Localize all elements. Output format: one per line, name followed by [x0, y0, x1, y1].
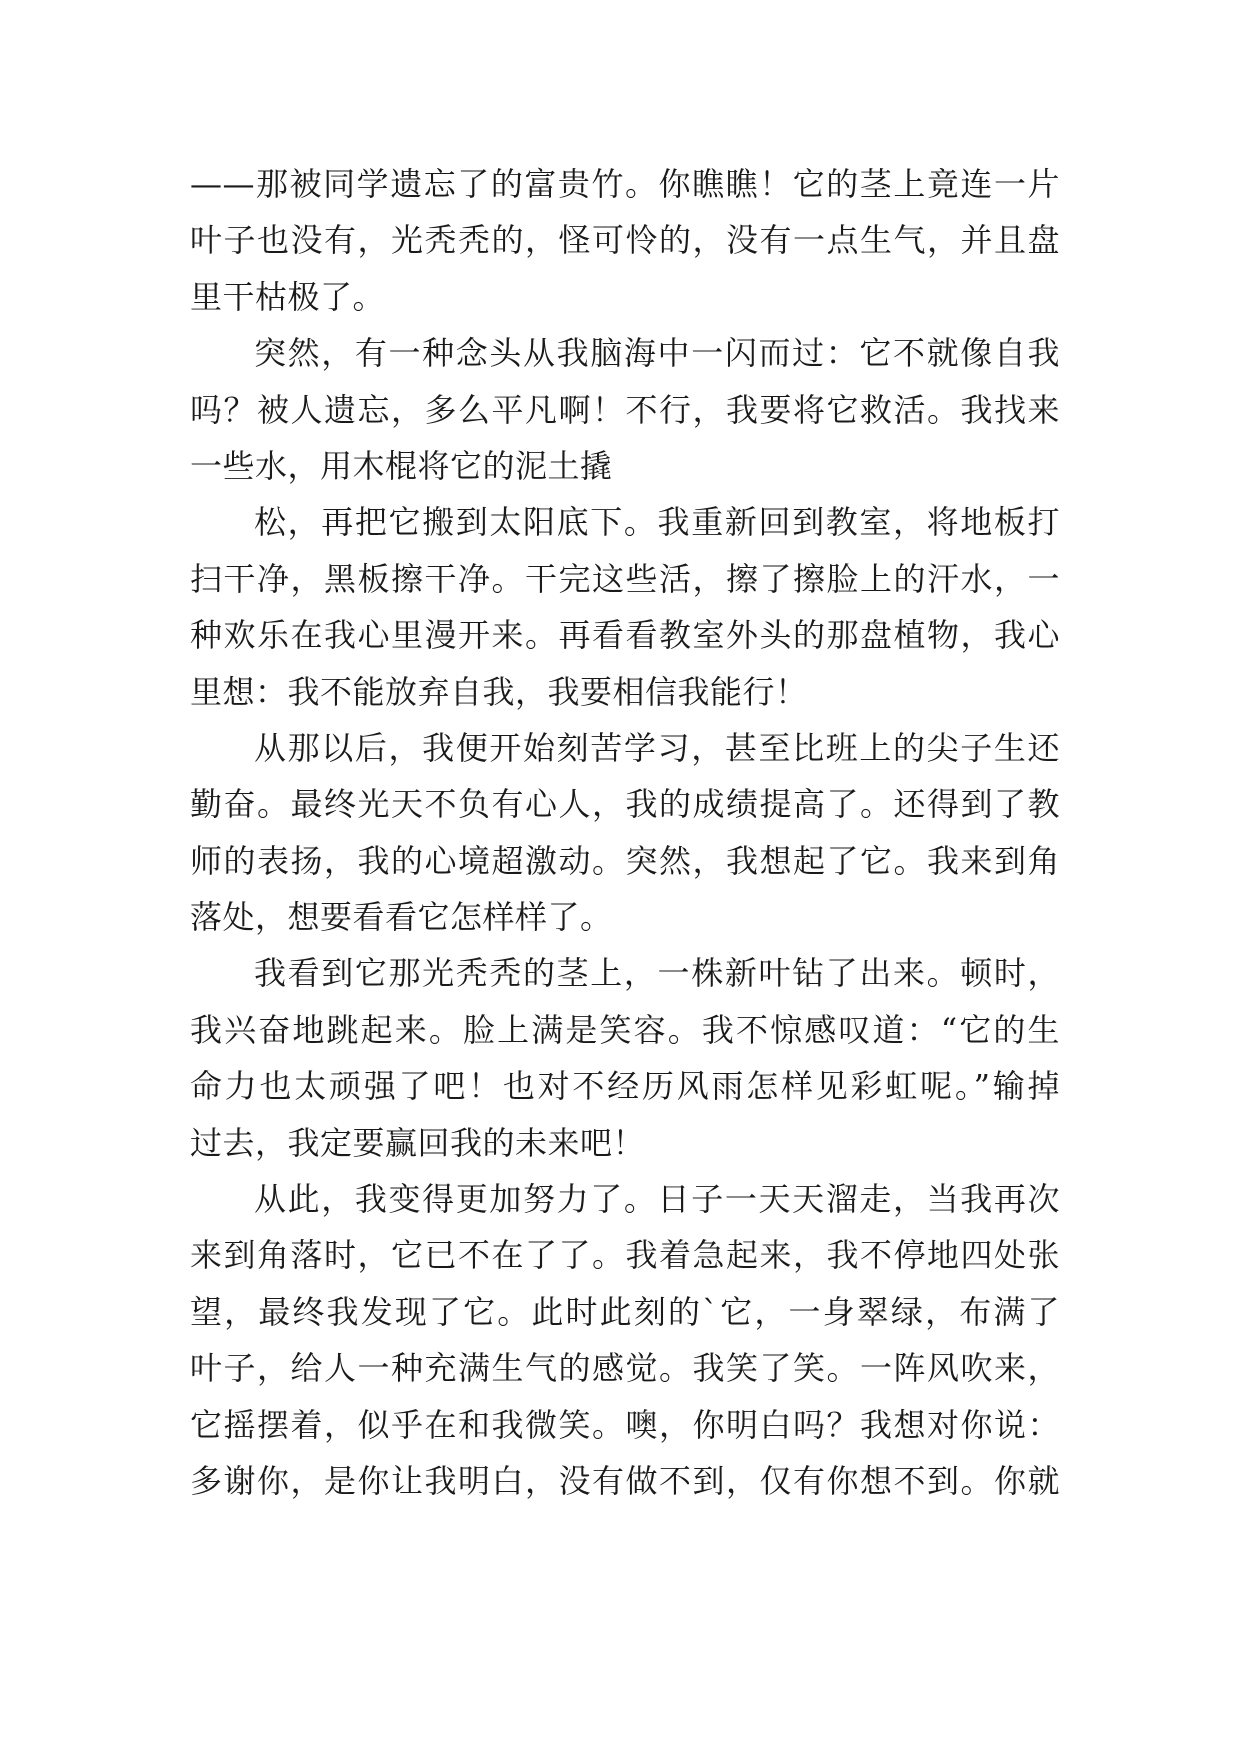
paragraph-first-line: 松，再把它搬到太阳底下。我重新回到教室，将地板打: [254, 503, 1060, 542]
text-line: 落处，想要看看它怎样样了。: [190, 898, 613, 937]
essay-body: [190, 156, 1060, 1509]
text-line: 叶子，给人一种充满生气的感觉。我笑了笑。一阵风吹来，: [190, 1349, 1060, 1388]
text-line: 勤奋。最终光天不负有心人，我的成绩提高了。还得到了教: [190, 785, 1060, 824]
text-line: 师的表扬，我的心境超激动。突然，我想起了它。我来到角: [190, 841, 1060, 880]
text-line: 扫干净，黑板擦干净。干完这些活，擦了擦脸上的汗水，一: [190, 559, 1060, 598]
text-line: 来到角落时，它已不在了了。我着急起来，我不停地四处张: [190, 1236, 1060, 1275]
text-line: 一些水，用木棍将它的泥土撬: [190, 446, 613, 485]
paragraph-first-line: 突然，有一种念头从我脑海中一闪而过：它不就像自我: [254, 334, 1060, 373]
text-line: 吗？被人遗忘，多么平凡啊！不行，我要将它救活。我找来: [190, 390, 1060, 429]
text-line: 叶子也没有，光秃秃的，怪可怜的，没有一点生气，并且盘: [190, 221, 1060, 260]
text-line: 它摇摆着，似乎在和我微笑。噢，你明白吗？我想对你说：: [190, 1405, 1060, 1444]
text-line: 过去，我定要赢回我的未来吧！: [190, 1123, 646, 1162]
text-line: 命力也太顽强了吧！也对不经历风雨怎样见彩虹呢。”输掉: [190, 1067, 1060, 1106]
paragraph-first-line: 从那以后，我便开始刻苦学习，甚至比班上的尖子生还: [254, 728, 1060, 767]
text-line: 种欢乐在我心里漫开来。再看看教室外头的那盘植物，我心: [190, 616, 1060, 655]
paragraph-first-line: 从此，我变得更加努力了。日子一天天溜走，当我再次: [254, 1180, 1060, 1219]
paragraph-first-line: 我看到它那光秃秃的茎上，一株新叶钻了出来。顿时，: [254, 954, 1060, 993]
text-line: 我兴奋地跳起来。脸上满是笑容。我不惊感叹道：“它的生: [190, 1010, 1060, 1049]
text-line: 里干枯极了。: [190, 277, 386, 316]
text-line: ——那被同学遗忘了的富贵竹。你瞧瞧！它的茎上竟连一片: [190, 165, 1060, 203]
text-line: 里想：我不能放弃自我，我要相信我能行！: [190, 672, 808, 711]
text-line: 多谢你，是你让我明白，没有做不到，仅有你想不到。你就: [190, 1461, 1060, 1500]
text-line: 望，最终我发现了它。此时此刻的`它，一身翠绿，布满了: [190, 1292, 1060, 1331]
